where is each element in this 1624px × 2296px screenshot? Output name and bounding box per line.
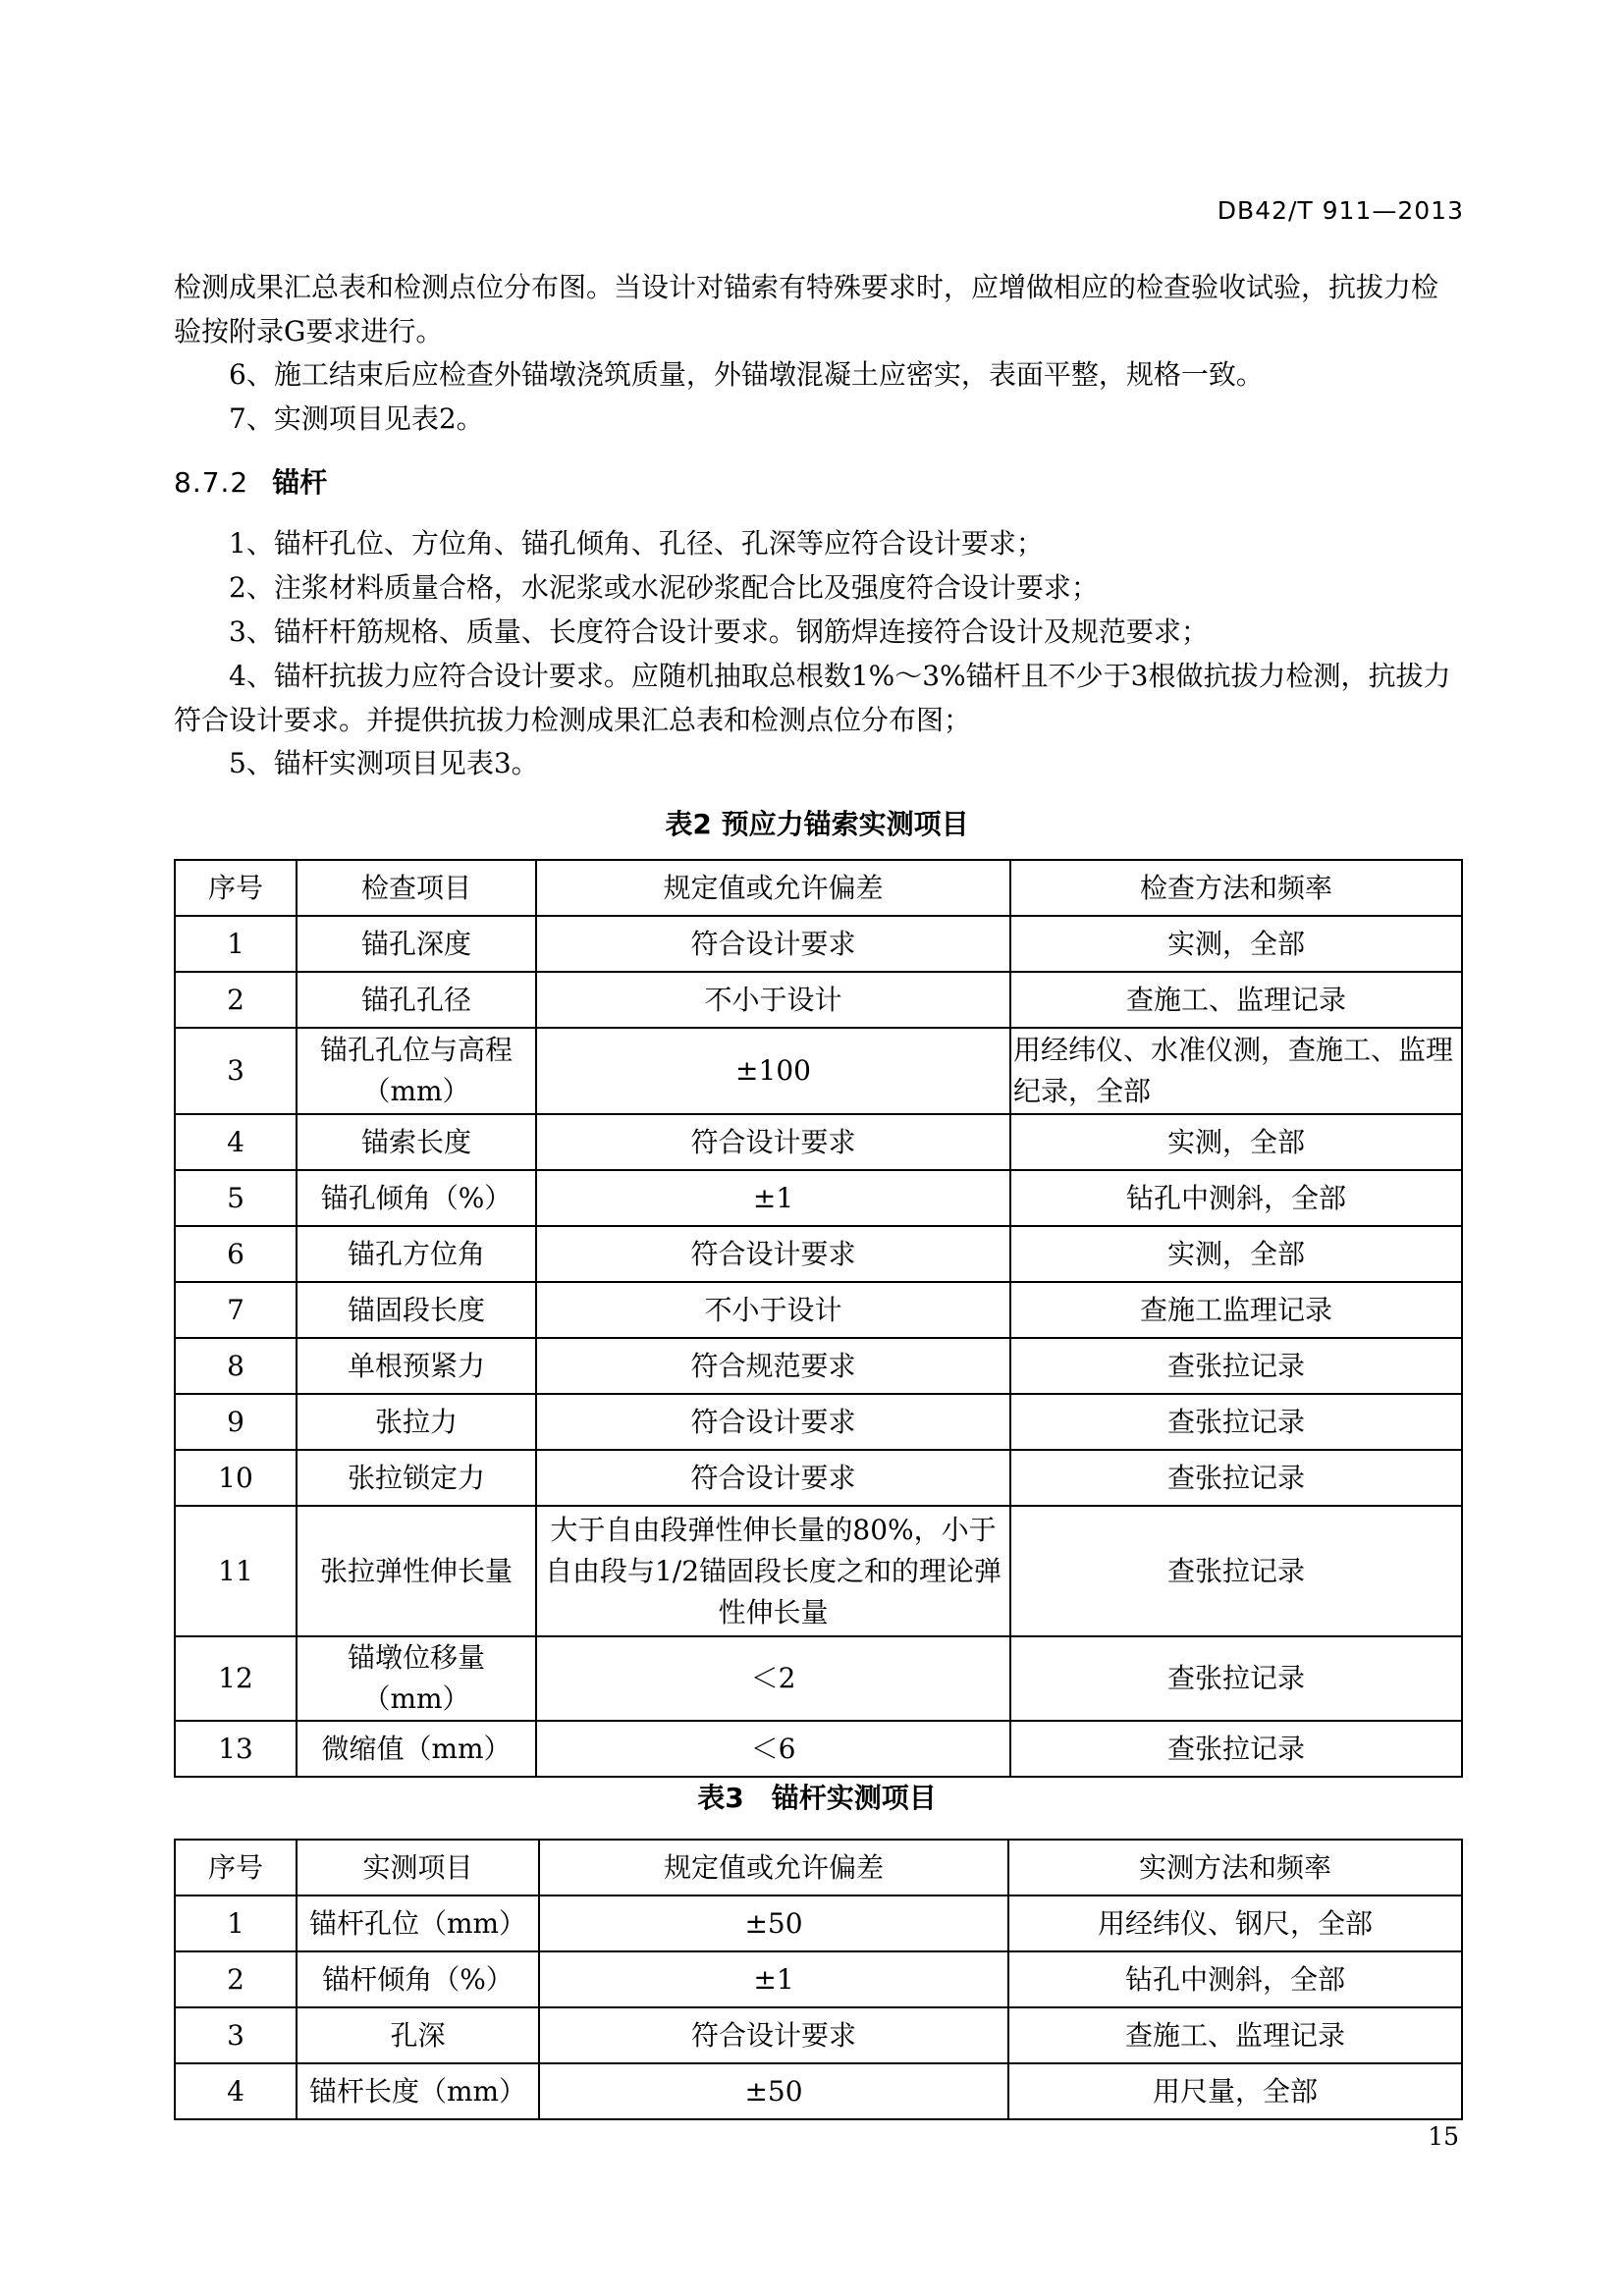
table-cell: ±1 [539,1951,1008,2007]
table-cell: 锚索长度 [297,1114,536,1170]
table-cell: 11 [175,1506,297,1636]
table-cell: 符合设计要求 [536,1394,1010,1450]
table-cell: 符合设计要求 [536,1226,1010,1282]
header-cell: 实测项目 [297,1840,539,1896]
table-row [175,1721,1462,1777]
table-cell: 锚墩位移量（mm） [297,1636,536,1721]
table-cell: 锚杆长度（mm） [297,2063,539,2119]
table-cell: 用尺量，全部 [1008,2063,1462,2119]
table-cell: 查张拉记录 [1010,1721,1462,1777]
table-cell: 锚孔方位角 [297,1226,536,1282]
table-cell: 张拉弹性伸长量 [297,1506,536,1636]
table-header-row [175,860,1462,916]
table-cell: 查施工、监理记录 [1010,972,1462,1028]
table2-caption: 表2 预应力锚索实测项目 [665,808,969,840]
header-cell: 序号 [175,1840,297,1896]
table-cell: 锚孔孔位与高程（mm） [297,1028,536,1114]
table-cell: 锚孔孔径 [297,972,536,1028]
page-number: 15 [1428,2122,1459,2151]
table-cell: 符合设计要求 [536,1114,1010,1170]
table-cell: 9 [175,1394,297,1450]
table-row [175,1951,1462,2007]
table-cell: 8 [175,1338,297,1394]
section-heading [174,461,327,501]
table-cell: 锚杆倾角（%） [297,1951,539,2007]
table-cell: 查张拉记录 [1010,1394,1462,1450]
table-cell: 张拉力 [297,1394,536,1450]
table-cell: 用经纬仪、钢尺，全部 [1008,1896,1462,1951]
table-cell: 6 [175,1226,297,1282]
header-cell: 规定值或允许偏差 [539,1840,1008,1896]
table-cell: 不小于设计 [536,972,1010,1028]
table-cell: 单根预紧力 [297,1338,536,1394]
table-cell: 张拉锁定力 [297,1450,536,1506]
header-cell: 规定值或允许偏差 [536,860,1010,916]
table-cell: 12 [175,1636,297,1721]
table-cell: ＜6 [536,1721,1010,1777]
paragraph-anchor-4: 4、锚杆抗拔力应符合设计要求。应随机抽取总根数1%～3%锚杆且不少于3根做抗拔力检测，抗拔力符合设计要求。并提供抗拔力检测成果汇总表和检测点位分布图； [174,660,1451,736]
table-row [175,2063,1462,2119]
table-cell: 1 [175,1896,297,1951]
section-number: 8.7.2 [174,466,249,499]
table-cell: 孔深 [297,2007,539,2063]
table-row [175,1506,1462,1636]
table3-caption: 表3 锚杆实测项目 [697,1782,937,1814]
table-row [175,1338,1462,1394]
table-cell: 大于自由段弹性伸长量的80%，小于自由段与1/2锚固段长度之和的理论弹性伸长量 [536,1506,1010,1636]
table-row [175,2007,1462,2063]
table-cell: 微缩值（mm） [297,1721,536,1777]
table-row [175,1450,1462,1506]
table-cell: 查张拉记录 [1010,1450,1462,1506]
table-row [175,916,1462,972]
table-cell: 符合规范要求 [536,1338,1010,1394]
table-cell: 查张拉记录 [1010,1506,1462,1636]
table-cell: 查施工、监理记录 [1008,2007,1462,2063]
table-row [175,1170,1462,1226]
paragraph-anchor-2: 2、注浆材料质量合格，水泥浆或水泥砂浆配合比及强度符合设计要求； [229,571,1099,604]
table-cell: 用经纬仪、水准仪测，查施工、监理纪录，全部 [1010,1028,1462,1114]
table-cell: 符合设计要求 [539,2007,1008,2063]
table-cell: 实测，全部 [1010,1114,1462,1170]
paragraph-anchor-1: 1、锚杆孔位、方位角、锚孔倾角、孔径、孔深等应符合设计要求； [229,527,1044,560]
paragraph-item-7: 7、实测项目见表2。 [229,402,484,435]
table-cell: ＜2 [536,1636,1010,1721]
table3 [174,1839,1463,2120]
table-cell: 7 [175,1282,297,1338]
header-cell: 检查方法和频率 [1010,860,1462,916]
table-cell: 4 [175,2063,297,2119]
table-cell: 查张拉记录 [1010,1338,1462,1394]
document-code: DB42/T 911—2013 [1217,196,1464,225]
table-cell: 钻孔中测斜，全部 [1010,1170,1462,1226]
section-title: 锚杆 [272,466,328,499]
table-cell: 查施工监理记录 [1010,1282,1462,1338]
table-row [175,1114,1462,1170]
table-cell: 2 [175,1951,297,2007]
table-cell: 锚杆孔位（mm） [297,1896,539,1951]
table-cell: 13 [175,1721,297,1777]
table-cell: 3 [175,1028,297,1114]
table-row [175,1226,1462,1282]
paragraph-item-6: 6、施工结束后应检查外锚墩浇筑质量，外锚墩混凝土应密实，表面平整，规格一致。 [229,358,1264,391]
table-cell: ±50 [539,1896,1008,1951]
table-cell: 锚孔倾角（%） [297,1170,536,1226]
header-cell: 序号 [175,860,297,916]
table2 [174,859,1463,1778]
table-cell: 锚孔深度 [297,916,536,972]
table-cell: 符合设计要求 [536,1450,1010,1506]
header-cell: 检查项目 [297,860,536,916]
table-cell: 锚固段长度 [297,1282,536,1338]
table-row [175,972,1462,1028]
paragraph-anchor-5: 5、锚杆实测项目见表3。 [229,747,539,779]
table-row [175,1394,1462,1450]
table-cell: ±50 [539,2063,1008,2119]
paragraph-continued: 检测成果汇总表和检测点位分布图。当设计对锚索有特殊要求时，应增做相应的检查验收试验，抗拔力检验按附录G要求进行。 [174,271,1439,347]
table-cell: 4 [175,1114,297,1170]
table-cell: 3 [175,2007,297,2063]
table-cell: 实测，全部 [1010,916,1462,972]
table-cell: ±1 [536,1170,1010,1226]
header-cell: 实测方法和频率 [1008,1840,1462,1896]
table-cell: 钻孔中测斜，全部 [1008,1951,1462,2007]
table-header-row [175,1840,1462,1896]
table-cell: 实测，全部 [1010,1226,1462,1282]
table-cell: 5 [175,1170,297,1226]
table-cell: 1 [175,916,297,972]
table-row [175,1028,1462,1114]
paragraph-anchor-3: 3、锚杆杆筋规格、质量、长度符合设计要求。钢筋焊连接符合设计及规范要求； [229,615,1209,648]
table-cell: ±100 [536,1028,1010,1114]
table-cell: 不小于设计 [536,1282,1010,1338]
table-row [175,1636,1462,1721]
table-cell: 符合设计要求 [536,916,1010,972]
table-cell: 10 [175,1450,297,1506]
table-row [175,1282,1462,1338]
table-row [175,1896,1462,1951]
table-cell: 查张拉记录 [1010,1636,1462,1721]
table-cell: 2 [175,972,297,1028]
